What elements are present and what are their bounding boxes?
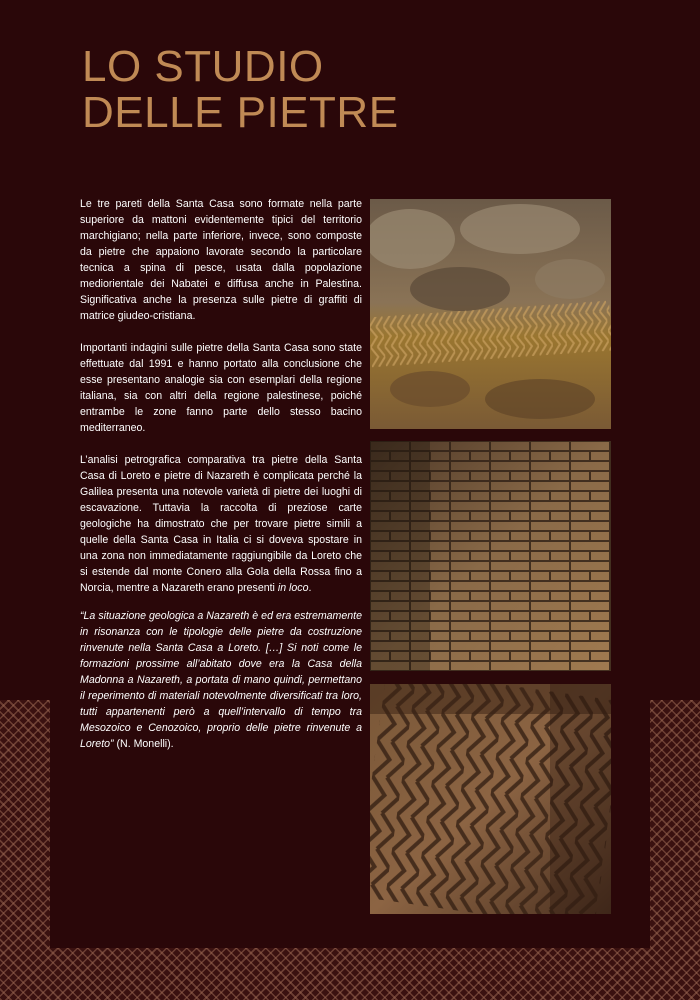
title-line-2: DELLE PIETRE <box>82 88 399 137</box>
paragraph-3-italic: in loco <box>277 582 309 594</box>
title-line-1: LO STUDIO <box>82 42 324 91</box>
paragraph-1: Le tre pareti della Santa Casa sono formate nella parte superiore da mattoni evidentemente tipici del territorio marchigiano; nella parte inferiore, invece, sono composte da pietre che appaiono lavorate secondo la particolare tecnica a spina di pesce, usata dalla popolazione mediorientale dei Nabatei e diffusa anche in Palestina. Significativa anche la presenza sulle pietre di graffiti di matrice giudeo-cristiana. <box>80 198 362 322</box>
quote-text: “La situazione geologica a Nazareth è ed era estremamente in risonanza con le tipologie delle pietre da costruzione rinvenute nella Santa Casa a Loreto. […] Si noti come le formazioni prossime all’abitato dove era la Casa della Madonna a Nazareth, a portata di mano quindi, permettano il reperimento di materiali notevolmente diversificati tra loro, tutti appartenenti però a quell’intervallo di tempo tra Mesozoico e Cenozoico, proprio delle pietre rinvenute a Loreto” <box>80 610 362 750</box>
brick-wall-photo <box>370 441 611 671</box>
text-column <box>80 196 362 768</box>
page-title <box>82 44 399 136</box>
quote-author: (N. Monelli). <box>113 738 174 750</box>
paragraph-2: Importanti indagini sulle pietre della Santa Casa sono state effettuate dal 1991 e hanno portato alla conclusione che esse presentano analogie sia con esemplari della regione italiana, sia con altri della regione palestinese, poiché entrambe le zone fanno parte dello stesso bacino mediterraneo. <box>80 342 362 434</box>
paragraph-3-text: L’analisi petrografica comparativa tra pietre della Santa Casa di Loreto e pietre di Nazareth è complicata perché la Galilea presenta una notevole varietà di pietre dei luoghi di escavazione. Tuttavia la raccolta di preziose carte geologiche ha dimostrato che per trovare pietre simili a quelle della Santa Casa in Italia ci si doveva spostare in una zona non immediatamente raggiungibile da Loreto che si estende dal monte Conero alla Gola della Rossa fino a Norcia, mentre a Nazareth erano presenti <box>80 454 362 594</box>
stone-photo-herringbone <box>370 199 611 429</box>
herringbone-stone-photo <box>370 684 611 914</box>
quote <box>80 608 362 752</box>
paragraph-3-end: . <box>308 582 312 594</box>
paragraph-3 <box>80 452 362 596</box>
